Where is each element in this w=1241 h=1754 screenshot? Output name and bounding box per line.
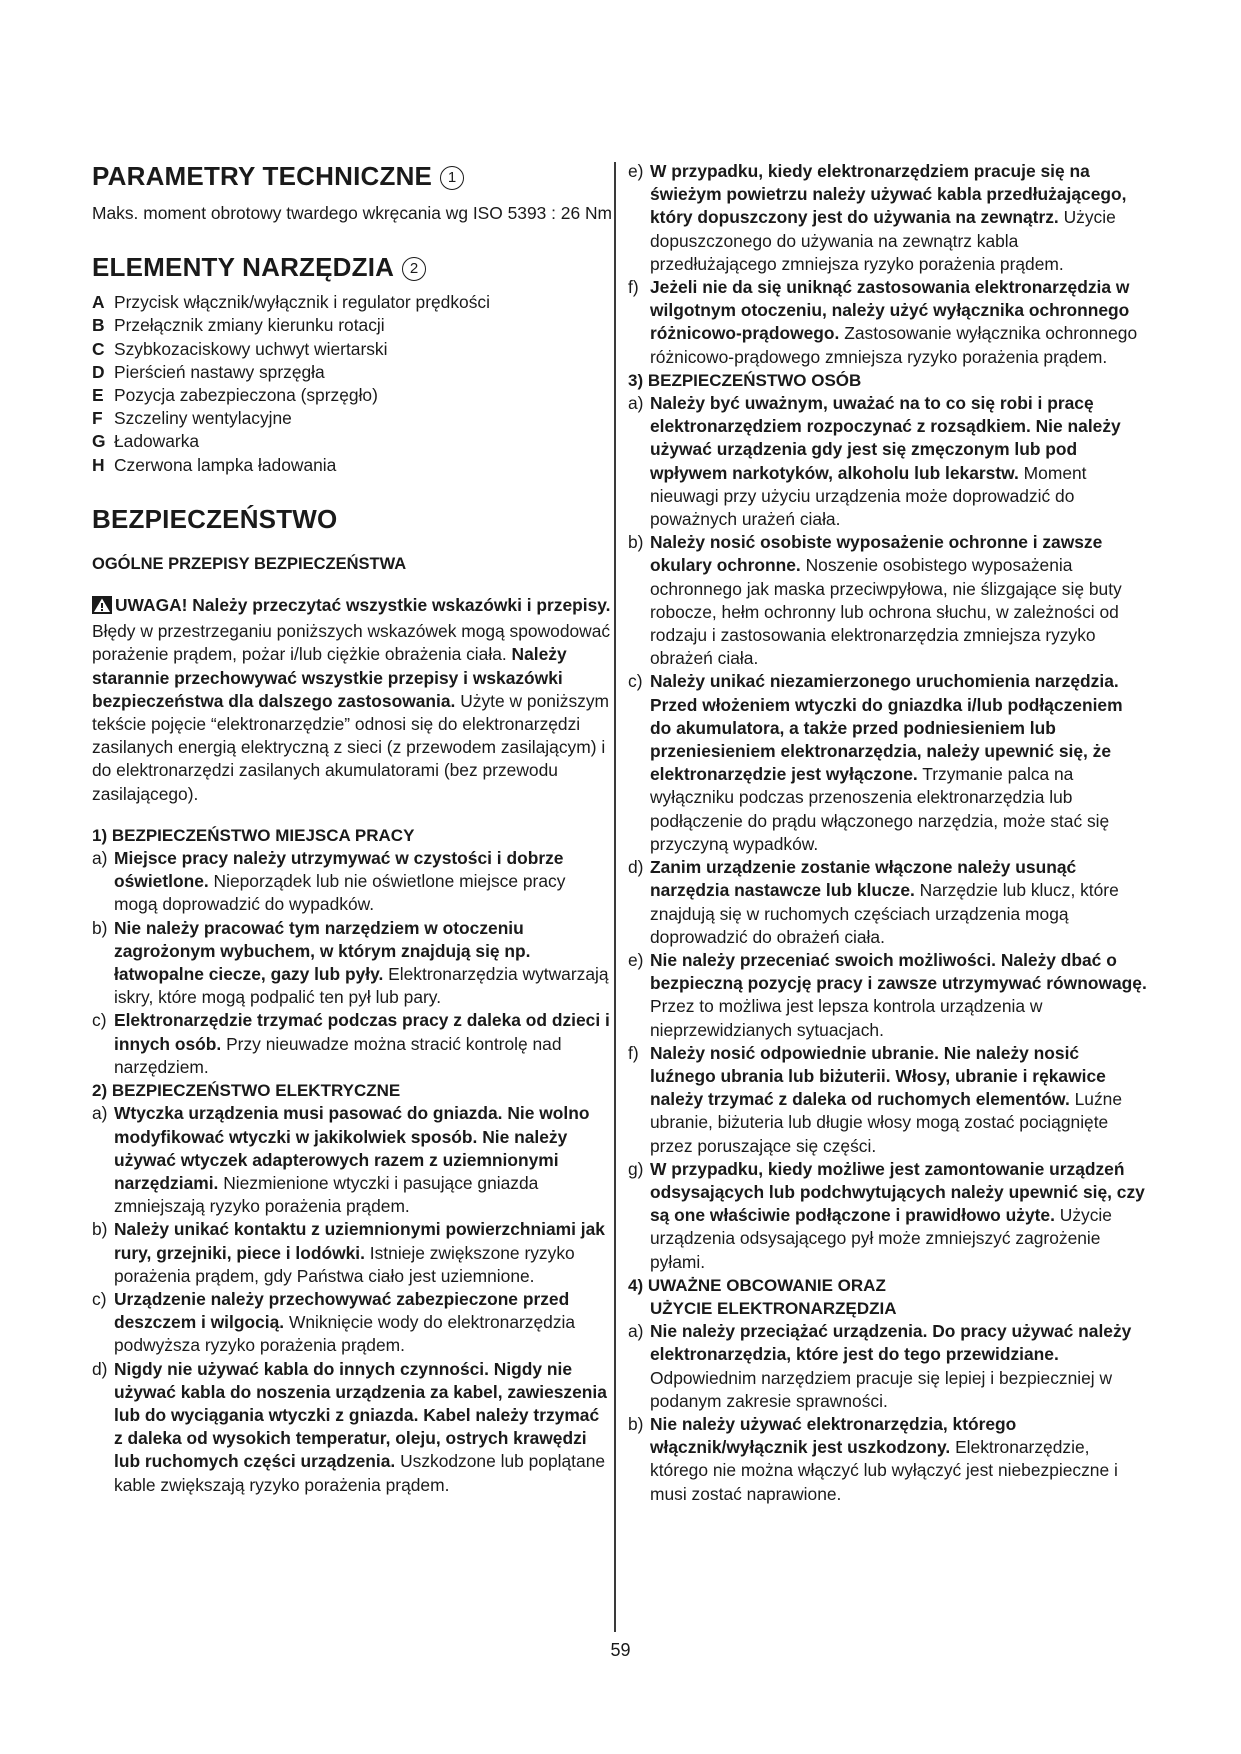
list-item: g) W przypadku, kiedy możliwe jest zamontowanie urządzeń odsysających lub podchwytujących należy upewnić się, czy są one właściwie podłączone i prawidłowo użyte. Użycie urządzenia odsysającego pył może zmniejszyć zagrożenie pyłami.	[628, 1158, 1145, 1272]
list-item: d) Zanim urządzenie zostanie włączone należy usunąć narzędzia nastawcze lub klucze. Narzędzie lub klucz, które znajdują się w ruchomych częściach urządzenia mogą doprowadzić do obrażeń ciała.	[628, 857, 1119, 947]
list-item: b) Nie należy pracować tym narzędziem w otoczeniu zagrożonym wybuchem, w którym znajdują się np. łatwopalne ciecze, gazy lub pyły. Elektronarzędzia wytwarzają iskry, które mogą podpalić ten pył lub pary.	[92, 917, 609, 1008]
list-item: F Szczeliny wentylacyjne	[92, 408, 292, 429]
list-item: G Ładowarka	[92, 431, 200, 452]
parts-list	[92, 291, 612, 477]
list-item: a) Należy być uważnym, uważać na to co się robi i pracę elektronarzędziem rozpoczynać z rozsądkiem. Nie należy używać urządzenia gdy jest się zmęczonym lub pod wpływem narkotyków, alkoholu lub lekarstw. Moment nieuwagi przy użyciu urządzenia może doprowadzić do poważnych urażeń ciała.	[628, 393, 1121, 530]
list-item: a) Nie należy przeciążać urządzenia. Do pracy używać należy elektronarzędzia, które jest do tego przewidziane. Odpowiednim narzędziem pracuje się lepiej i bezpieczniej w podanym zakresie sprawności.	[628, 1321, 1132, 1411]
list-item: H Czerwona lampka ładowania	[92, 454, 337, 475]
list-item: D Pierścień nastawy sprzęgła	[92, 361, 325, 382]
section-1-heading: 1) BEZPIECZEŃSTWO MIEJSCA PRACY	[92, 825, 415, 845]
list-item: f) Jeżeli nie da się uniknąć zastosowania elektronarzędzia w wilgotnym otoczeniu, należy użyć wyłącznika ochronnego różnicowo-prądowego. Zastosowanie wyłącznika ochronnego różnicowo-prądowego zmniejsza ryzyko porażenia prądem.	[628, 277, 1138, 367]
warning-paragraph: UWAGA! Należy przeczytać wszystkie wskazówki i przepisy. Błędy w przestrzeganiu poniższych wskazówek mogą spowodować porażenie prądem, pożar i/lub ciężkie obrażenia ciała. Należy starannie przechowywać wszystkie przepisy i wskazówki bezpieczeństwa dla dalszego zastosowania. Użyte w poniższym tekście pojęcie “elektronarzędzie” odnosi się do elektronarzędzi zasilanych energią elektryczną z sieci (z przewodem zasilającym) i do elektronarzędzi zasilanych akumulatorami (bez przewodu zasilającego).	[92, 595, 611, 804]
section-2-heading: 2) BEZPIECZEŃSTWO ELEKTRYCZNE	[92, 1081, 401, 1101]
list-item: e) W przypadku, kiedy elektronarzędziem pracuje się na świeżym powietrzu należy używać kabla przedłużającego, który dopuszczony jest do używania na zewnątrz. Użycie dopuszczonego do używania na zewnątrz kabla przedłużającego zmniejsza ryzyko porażenia prądem.	[628, 161, 1127, 274]
list-item: a) Miejsce pracy należy utrzymywać w czystości i dobrze oświetlone. Nieporządek lub nie oświetlone miejsce pracy mogą doprowadzić do wypadków.	[92, 848, 566, 915]
page-number: 59	[610, 1640, 631, 1660]
list-item: c) Elektronarzędzie trzymać podczas pracy z daleka od dzieci i innych osób. Przy nieuwadze można stracić kontrolę nad narzędziem.	[92, 1010, 610, 1077]
section-4-heading: 4) UWAŻNE OBCOWANIE ORAZ UŻYCIE ELEKTRONARZĘDZIA	[628, 1275, 897, 1318]
list-item: e) Nie należy przeceniać swoich możliwości. Należy dbać o bezpieczną pozycję pracy i zawsze utrzymywać równowagę. Przez to możliwa jest lepsza kontrola urządzenia w nieprzewidzianych sytuacjach.	[628, 949, 1147, 1040]
figure-1-badge: 1	[440, 166, 464, 190]
list-item: E Pozycja zabezpieczona (sprzęgło)	[92, 385, 378, 406]
list-item: A Przycisk włącznik/wyłącznik i regulator prędkości	[92, 292, 490, 313]
warning-triangle-icon	[92, 596, 112, 620]
list-item: d) Nigdy nie używać kabla do innych czynności. Nigdy nie używać kabla do noszenia urządzenia za kabel, zawieszenia lub do wyciągania wtyczki z gniazda. Kabel należy trzymać z daleka od wysokich temperatur, oleju, ostrych krawędzi lub ruchomych części urządzenia. Uszkodzone lub poplątane kable zwiększają ryzyko porażenia prądem.	[92, 1358, 607, 1495]
parts-heading: ELEMENTY NARZĘDZIA 2	[92, 251, 612, 283]
left-column	[92, 160, 612, 1497]
figure-2-badge: 2	[402, 257, 426, 281]
list-item: f) Należy nosić odpowiednie ubranie. Nie należy nosić luźnego ubrania lub biżuterii. Włosy, ubranie i rękawice należy trzymać z daleka od ruchomych elementów. Luźne ubranie, biżuteria lub długie włosy mogą zostać pociągnięte przez poruszające się części.	[628, 1042, 1122, 1156]
tech-text: Maks. moment obrotowy twardego wkręcania wg ISO 5393 : 26 Nm	[92, 203, 613, 223]
right-column	[628, 160, 1148, 1506]
list-item: a) Wtyczka urządzenia musi pasować do gniazda. Nie wolno modyfikować wtyczki w jakikolwiek sposób. Nie należy używać wtyczek adapterowych razem z uziemnionymi narzędziami. Niezmienione wtyczki i pasujące gniazda zmniejszają ryzyko porażenia prądem.	[92, 1103, 590, 1217]
tech-heading: PARAMETRY TECHNICZNE 1	[92, 160, 612, 192]
list-item: b) Nie należy używać elektronarzędzia, którego włącznik/wyłącznik jest uszkodzony. Elektronarzędzie, którego nie można włączyć lub wyłączyć jest niebezpieczne i musi zostać naprawione.	[628, 1413, 1118, 1504]
list-item: b) Należy nosić osobiste wyposażenie ochronne i zawsze okulary ochronne. Noszenie osobistego wyposażenia ochronnego jak maska przeciwpyłowa, nie ślizgające się buty robocze, hełm ochronny lub ochrona słuchu, w zależności od rodzaju i zastosowania elektronarzędzia zmniejsza ryzyko obrażeń ciała.	[628, 532, 1122, 669]
safety-subheading: OGÓLNE PRZEPISY BEZPIECZEŃSTWA	[92, 554, 407, 573]
list-item: C Szybkozaciskowy uchwyt wiertarski	[92, 338, 388, 359]
section-3-heading: 3) BEZPIECZEŃSTWO OSÓB	[628, 370, 862, 390]
list-item: b) Należy unikać kontaktu z uziemnionymi powierzchniami jak rury, grzejniki, piece i lodówki. Istnieje zwiększone ryzyko porażenia prądem, gdy Państwa ciało jest uziemnione.	[92, 1219, 605, 1286]
safety-heading: BEZPIECZEŃSTWO	[92, 503, 338, 534]
column-divider	[614, 162, 616, 1632]
list-item: c) Należy unikać niezamierzonego uruchomienia narzędzia. Przed włożeniem wtyczki do gniazdka i/lub podłączeniem do akumulatora, a także przed podniesieniem lub przeniesieniem elektronarzędzia, należy upewnić się, że elektronarzędzie jest wyłączone. Trzymanie palca na wyłączniku podczas przenoszenia elektronarzędzia lub podłączenie do prądu włączonego narzędzia, może stać się przyczyną wypadków.	[628, 671, 1123, 854]
list-item: B Przełącznik zmiany kierunku rotacji	[92, 315, 385, 336]
list-item: c) Urządzenie należy przechowywać zabezpieczone przed deszczem i wilgocią. Wniknięcie wody do elektronarzędzia podwyższa ryzyko porażenia prądem.	[92, 1288, 576, 1356]
